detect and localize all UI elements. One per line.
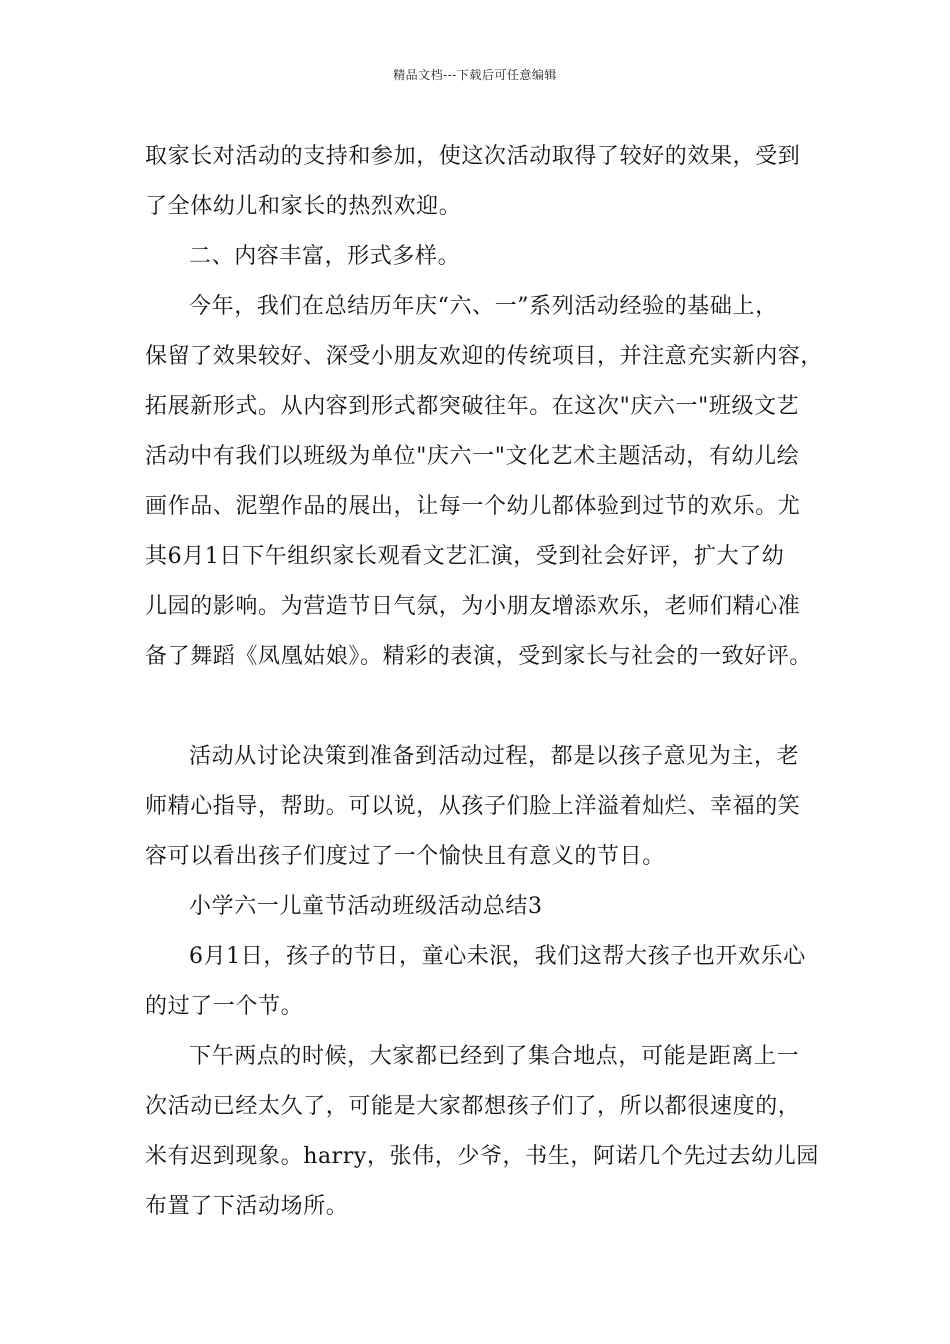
- text-line: 6月1日，孩子的节日，童心未泯，我们这帮大孩子也开欢乐心: [189, 944, 806, 969]
- text-line: 师精心指导，帮助。可以说，从孩子们脸上洋溢着灿烂、幸福的笑: [145, 794, 801, 819]
- text-line: 了全体幼儿和家长的热烈欢迎。: [145, 194, 462, 219]
- text-line: 布置了下活动场所。: [145, 1194, 349, 1219]
- text-line: 次活动已经太久了，可能是大家都想孩子们了，所以都很速度的，: [145, 1094, 801, 1119]
- text-line: 保留了效果较好、深受小朋友欢迎的传统项目，并注意充实新内容，: [145, 344, 824, 369]
- text-line: 容可以看出孩子们度过了一个愉快且有意义的节日。: [145, 844, 665, 869]
- text-line: 米有迟到现象。harry，张伟，少爷，书生，阿诺几个先过去幼儿园: [145, 1144, 819, 1169]
- blank-line: [145, 682, 815, 732]
- text-line: 画作品、泥塑作品的展出，让每一个幼儿都体验到过节的欢乐。尤: [145, 494, 801, 519]
- document-body: [145, 132, 824, 1232]
- text-line: 的过了一个节。: [145, 994, 304, 1019]
- text-line: 备了舞蹈《凤凰姑娘》。精彩的表演，受到家长与社会的一致好评。: [145, 644, 813, 669]
- text-line: 活动中有我们以班级为单位"庆六一"文化艺术主题活动，有幼儿绘: [145, 444, 800, 469]
- page-header: 精品文档---下载后可任意编辑: [393, 68, 557, 82]
- text-line: 拓展新形式。从内容到形式都突破往年。在这次"庆六一"班级文艺: [145, 394, 800, 419]
- text-line: 取家长对活动的支持和参加，使这次活动取得了较好的效果，受到: [145, 144, 801, 169]
- text-line: 儿园的影响。为营造节日气氛，为小朋友增添欢乐，老师们精心准: [145, 594, 801, 619]
- text-line: 其6月1日下午组织家长观看文艺汇演，受到社会好评，扩大了幼: [145, 544, 785, 569]
- section-title: 小学六一儿童节活动班级活动总结3: [189, 894, 543, 919]
- text-line: 活动从讨论决策到准备到活动过程，都是以孩子意见为主，老: [189, 744, 800, 769]
- text-line: 今年，我们在总结历年庆“六、一”系列活动经验的基础上，: [189, 294, 778, 319]
- section-heading: 二、内容丰富，形式多样。: [189, 244, 461, 269]
- text-line: 下午两点的时候，大家都已经到了集合地点，可能是距离上一: [189, 1044, 800, 1069]
